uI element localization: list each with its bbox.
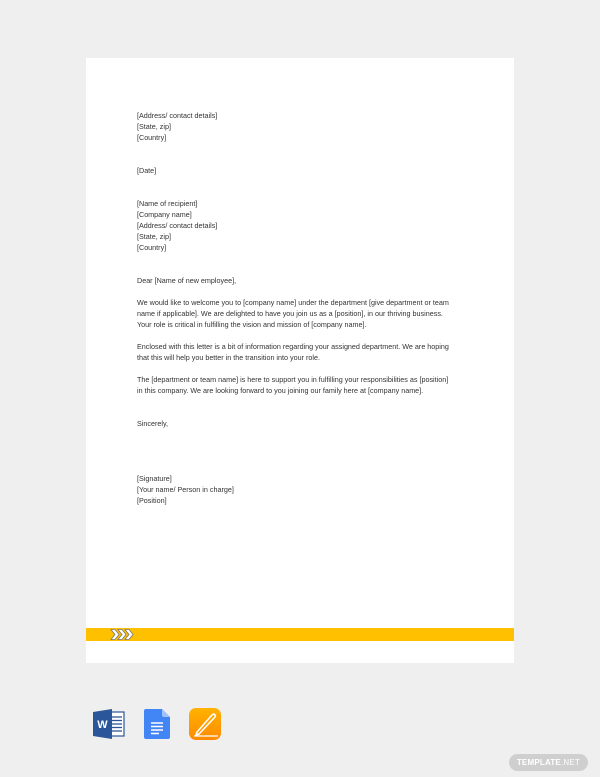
- template-net-watermark: [509, 754, 588, 771]
- recipient-line: [Company name]: [137, 210, 192, 219]
- sender-line: [State, zip]: [137, 122, 171, 131]
- sender-address: [137, 110, 477, 143]
- svg-text:W: W: [97, 719, 108, 731]
- signature-line: [Signature]: [137, 474, 172, 483]
- signature-block: [137, 473, 477, 506]
- letter-date: [Date]: [137, 166, 157, 175]
- sender-line: [Country]: [137, 133, 167, 142]
- paragraph-support: [137, 374, 477, 396]
- paragraph-line: Enclosed with this letter is a bit of information regarding your assigned department. We are hoping: [137, 342, 449, 351]
- salutation: Dear [Name of new employee],: [137, 276, 237, 285]
- word-icon[interactable]: [92, 707, 126, 741]
- sender-line: [Address/ contact details]: [137, 111, 218, 120]
- recipient-line: [Country]: [137, 243, 167, 252]
- watermark-bold: TEMPLATE: [516, 758, 561, 767]
- paragraph-line: Your role is critical in fulfilling the vision and mission of [company name].: [137, 320, 367, 329]
- paragraph-line: We would like to welcome you to [company name] under the department [give department or team: [137, 298, 449, 307]
- signature-line: [Your name/ Person in charge]: [137, 485, 234, 494]
- format-icons: [92, 707, 222, 741]
- paragraph-enclosed: [137, 341, 477, 363]
- closing: Sincerely,: [137, 419, 169, 428]
- paragraph-line: that this will help you better in the transition into your role.: [137, 353, 320, 362]
- watermark-light: .NET: [560, 758, 580, 767]
- letter-body: [137, 110, 477, 506]
- paragraph-line: name if applicable]. We are delighted to have you join us as a [position], in our thriving business.: [137, 309, 443, 318]
- paragraph-line: in this company. We are looking forward to you joining our family here at [company name].: [137, 386, 424, 395]
- paragraph-line: The [department or team name] is here to support you in fulfilling your responsibilities as [position]: [137, 375, 449, 384]
- paragraph-welcome: [137, 297, 477, 330]
- signature-line: [Position]: [137, 496, 167, 505]
- chevrons-icon: [110, 628, 138, 641]
- footer-bar: [86, 628, 514, 641]
- google-docs-icon[interactable]: [140, 707, 174, 741]
- recipient-line: [Name of recipient]: [137, 199, 198, 208]
- recipient-address: [137, 198, 477, 253]
- pages-icon[interactable]: [188, 707, 222, 741]
- recipient-line: [State, zip]: [137, 232, 171, 241]
- document-page: [86, 58, 514, 663]
- recipient-line: [Address/ contact details]: [137, 221, 218, 230]
